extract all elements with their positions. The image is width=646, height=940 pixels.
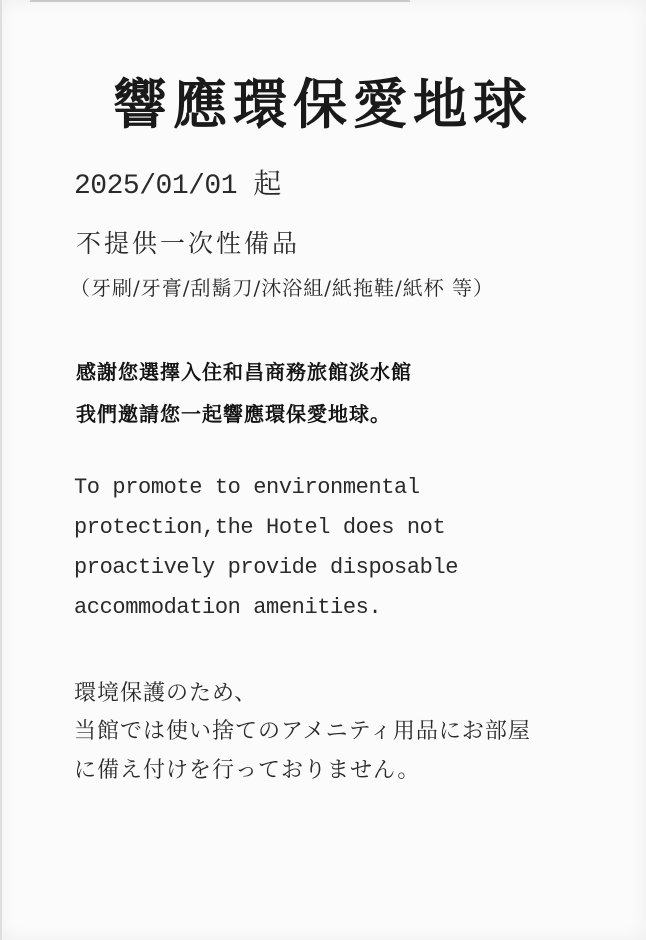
english-line-1: To promote to environmental bbox=[74, 475, 420, 500]
notice-title: 響應環保愛地球 bbox=[113, 72, 533, 136]
english-line-3: proactively provide disposable bbox=[74, 555, 459, 580]
english-line-4: accommodation amenities. bbox=[74, 595, 382, 620]
japanese-line-3: に備え付けを行っておりません。 bbox=[74, 758, 421, 783]
no-disposables-notice: 不提供一次性備品 bbox=[76, 229, 301, 258]
effective-date: 2025/01/01 起 bbox=[74, 171, 281, 202]
japanese-line-1: 環境保護のため、 bbox=[74, 681, 258, 706]
thanks-line-1: 感謝您選擇入住和昌商務旅館淡水館 bbox=[76, 360, 412, 384]
paper-top-edge bbox=[30, 0, 410, 2]
english-line-2: protection,the Hotel does not bbox=[74, 515, 446, 540]
paper-left-edge bbox=[0, 0, 2, 940]
thanks-line-2: 我們邀請您一起響應環保愛地球。 bbox=[76, 402, 391, 426]
japanese-line-2: 当館では使い捨てのアメニティ用品にお部屋 bbox=[74, 719, 531, 744]
disposable-items-list: （牙刷/牙膏/刮鬍刀/沐浴組/紙拖鞋/紙杯 等） bbox=[70, 276, 495, 300]
